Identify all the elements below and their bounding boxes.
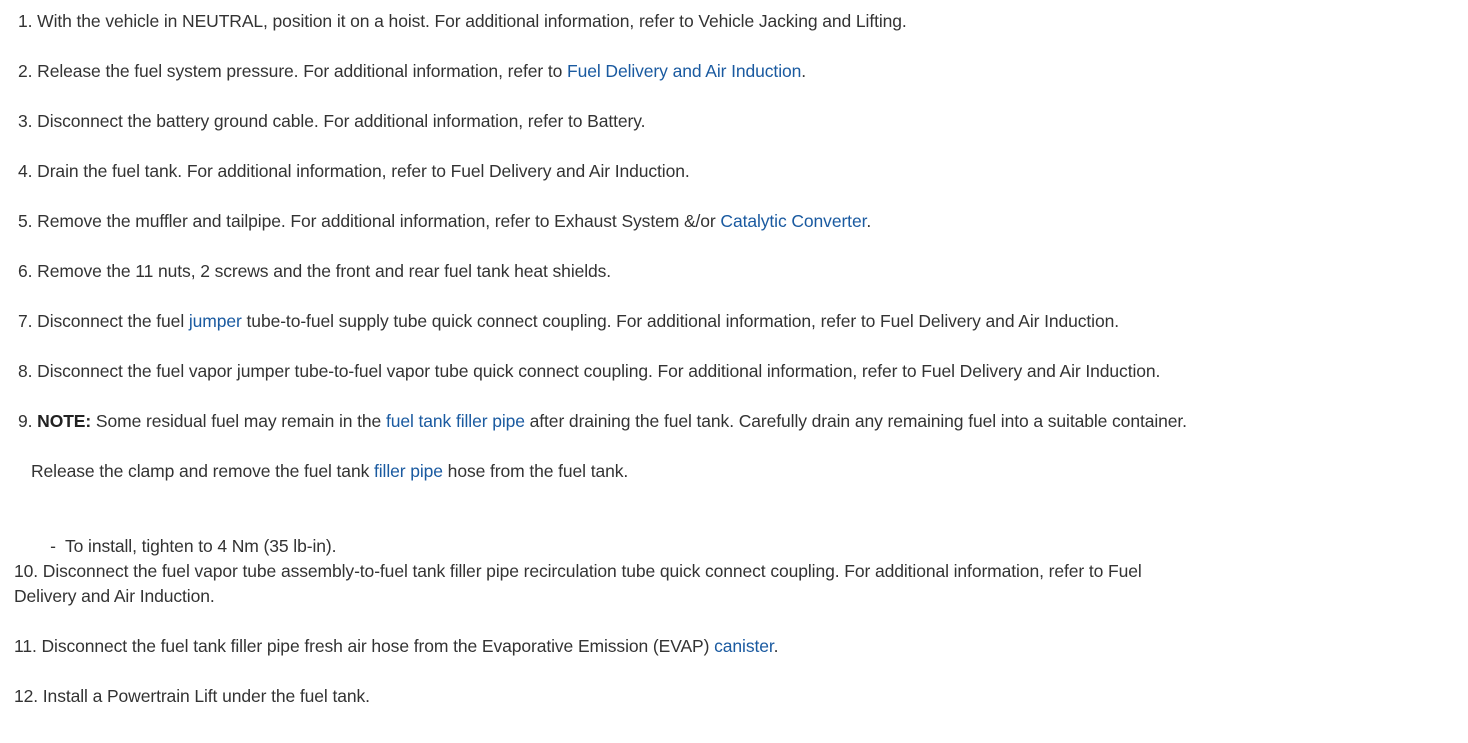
step-number: 3.: [18, 111, 33, 131]
step-text: Disconnect the fuel vapor jumper tube-to-fuel vapor tube quick connect coupling. For additional information, refer to Fuel Delivery and Air Induction.: [37, 361, 1161, 381]
step-text-end: after draining the fuel tank. Carefully drain any remaining fuel into a suitable container.: [524, 411, 1187, 431]
step-11: [14, 634, 778, 659]
step-9-substep: [31, 459, 628, 484]
step-text: Remove the 11 nuts, 2 screws and the front and rear fuel tank heat shields.: [37, 261, 612, 281]
step-number: 11.: [14, 636, 37, 656]
step-text-end: tube-to-fuel supply tube quick connect coupling. For additional information, refer to Fuel Delivery and Air Induction.: [241, 311, 1119, 331]
step-text: Install a Powertrain Lift under the fuel tank.: [42, 686, 370, 706]
link-fuel-tank-filler-pipe[interactable]: fuel tank filler pipe: [385, 411, 525, 431]
step-2: [18, 59, 806, 84]
step-number: 10.: [14, 561, 39, 581]
link-fuel-delivery-and-air-induction[interactable]: Fuel Delivery and Air Induction: [567, 61, 802, 81]
step-9: [18, 409, 1187, 434]
step-5: [18, 209, 871, 234]
step-text: Disconnect the fuel tank filler pipe fresh air hose from the Evaporative Emission (EVAP): [41, 636, 715, 656]
link-canister[interactable]: canister: [714, 636, 774, 656]
link-catalytic-converter[interactable]: Catalytic Converter: [720, 211, 867, 231]
step-4: [18, 159, 690, 184]
step-text: Release the clamp and remove the fuel tank: [31, 461, 374, 481]
link-filler-pipe[interactable]: filler pipe: [373, 461, 443, 481]
step-text-end: .: [773, 636, 779, 656]
step-text: With the vehicle in NEUTRAL, position it on a hoist. For additional information, refer to Vehicle Jacking and Lifting.: [37, 11, 907, 31]
step-number: 2.: [18, 61, 33, 81]
step-text: Drain the fuel tank. For additional information, refer to Fuel Delivery and Air Induction.: [37, 161, 690, 181]
torque-spec-text: - To install, tighten to 4 Nm (35 lb-in).: [50, 536, 337, 556]
link-jumper[interactable]: jumper: [188, 311, 242, 331]
step-6: [18, 259, 611, 284]
step-number: 12.: [14, 686, 39, 706]
step-number: 9.: [18, 411, 33, 431]
step-text: Delivery and Air Induction.: [14, 586, 215, 606]
step-number: 1.: [18, 11, 33, 31]
step-number: 7.: [18, 311, 33, 331]
step-text: Disconnect the fuel vapor tube assembly-to-fuel tank filler pipe recirculation tube quick connect coupling. For additional information, refer to Fuel: [42, 561, 1142, 581]
step-number: 8.: [18, 361, 33, 381]
step-text-end: hose from the fuel tank.: [442, 461, 629, 481]
step-number: 6.: [18, 261, 33, 281]
step-text: Remove the muffler and tailpipe. For additional information, refer to Exhaust System &/or: [37, 211, 721, 231]
step-text: Disconnect the fuel: [37, 311, 189, 331]
step-number: 4.: [18, 161, 33, 181]
step-text: Some residual fuel may remain in the: [91, 411, 386, 431]
step-12: [14, 684, 370, 709]
step-text-end: .: [801, 61, 807, 81]
step-1: [18, 9, 907, 34]
step-text-end: .: [866, 211, 872, 231]
step-number: 5.: [18, 211, 33, 231]
step-7: [18, 309, 1119, 334]
step-10-continued: [14, 584, 215, 609]
step-text: Disconnect the battery ground cable. For additional information, refer to Battery.: [37, 111, 646, 131]
note-label: NOTE:: [37, 411, 92, 431]
step-10: [14, 559, 1142, 584]
step-8: [18, 359, 1160, 384]
step-3: [18, 109, 645, 134]
step-text: Release the fuel system pressure. For additional information, refer to: [37, 61, 567, 81]
